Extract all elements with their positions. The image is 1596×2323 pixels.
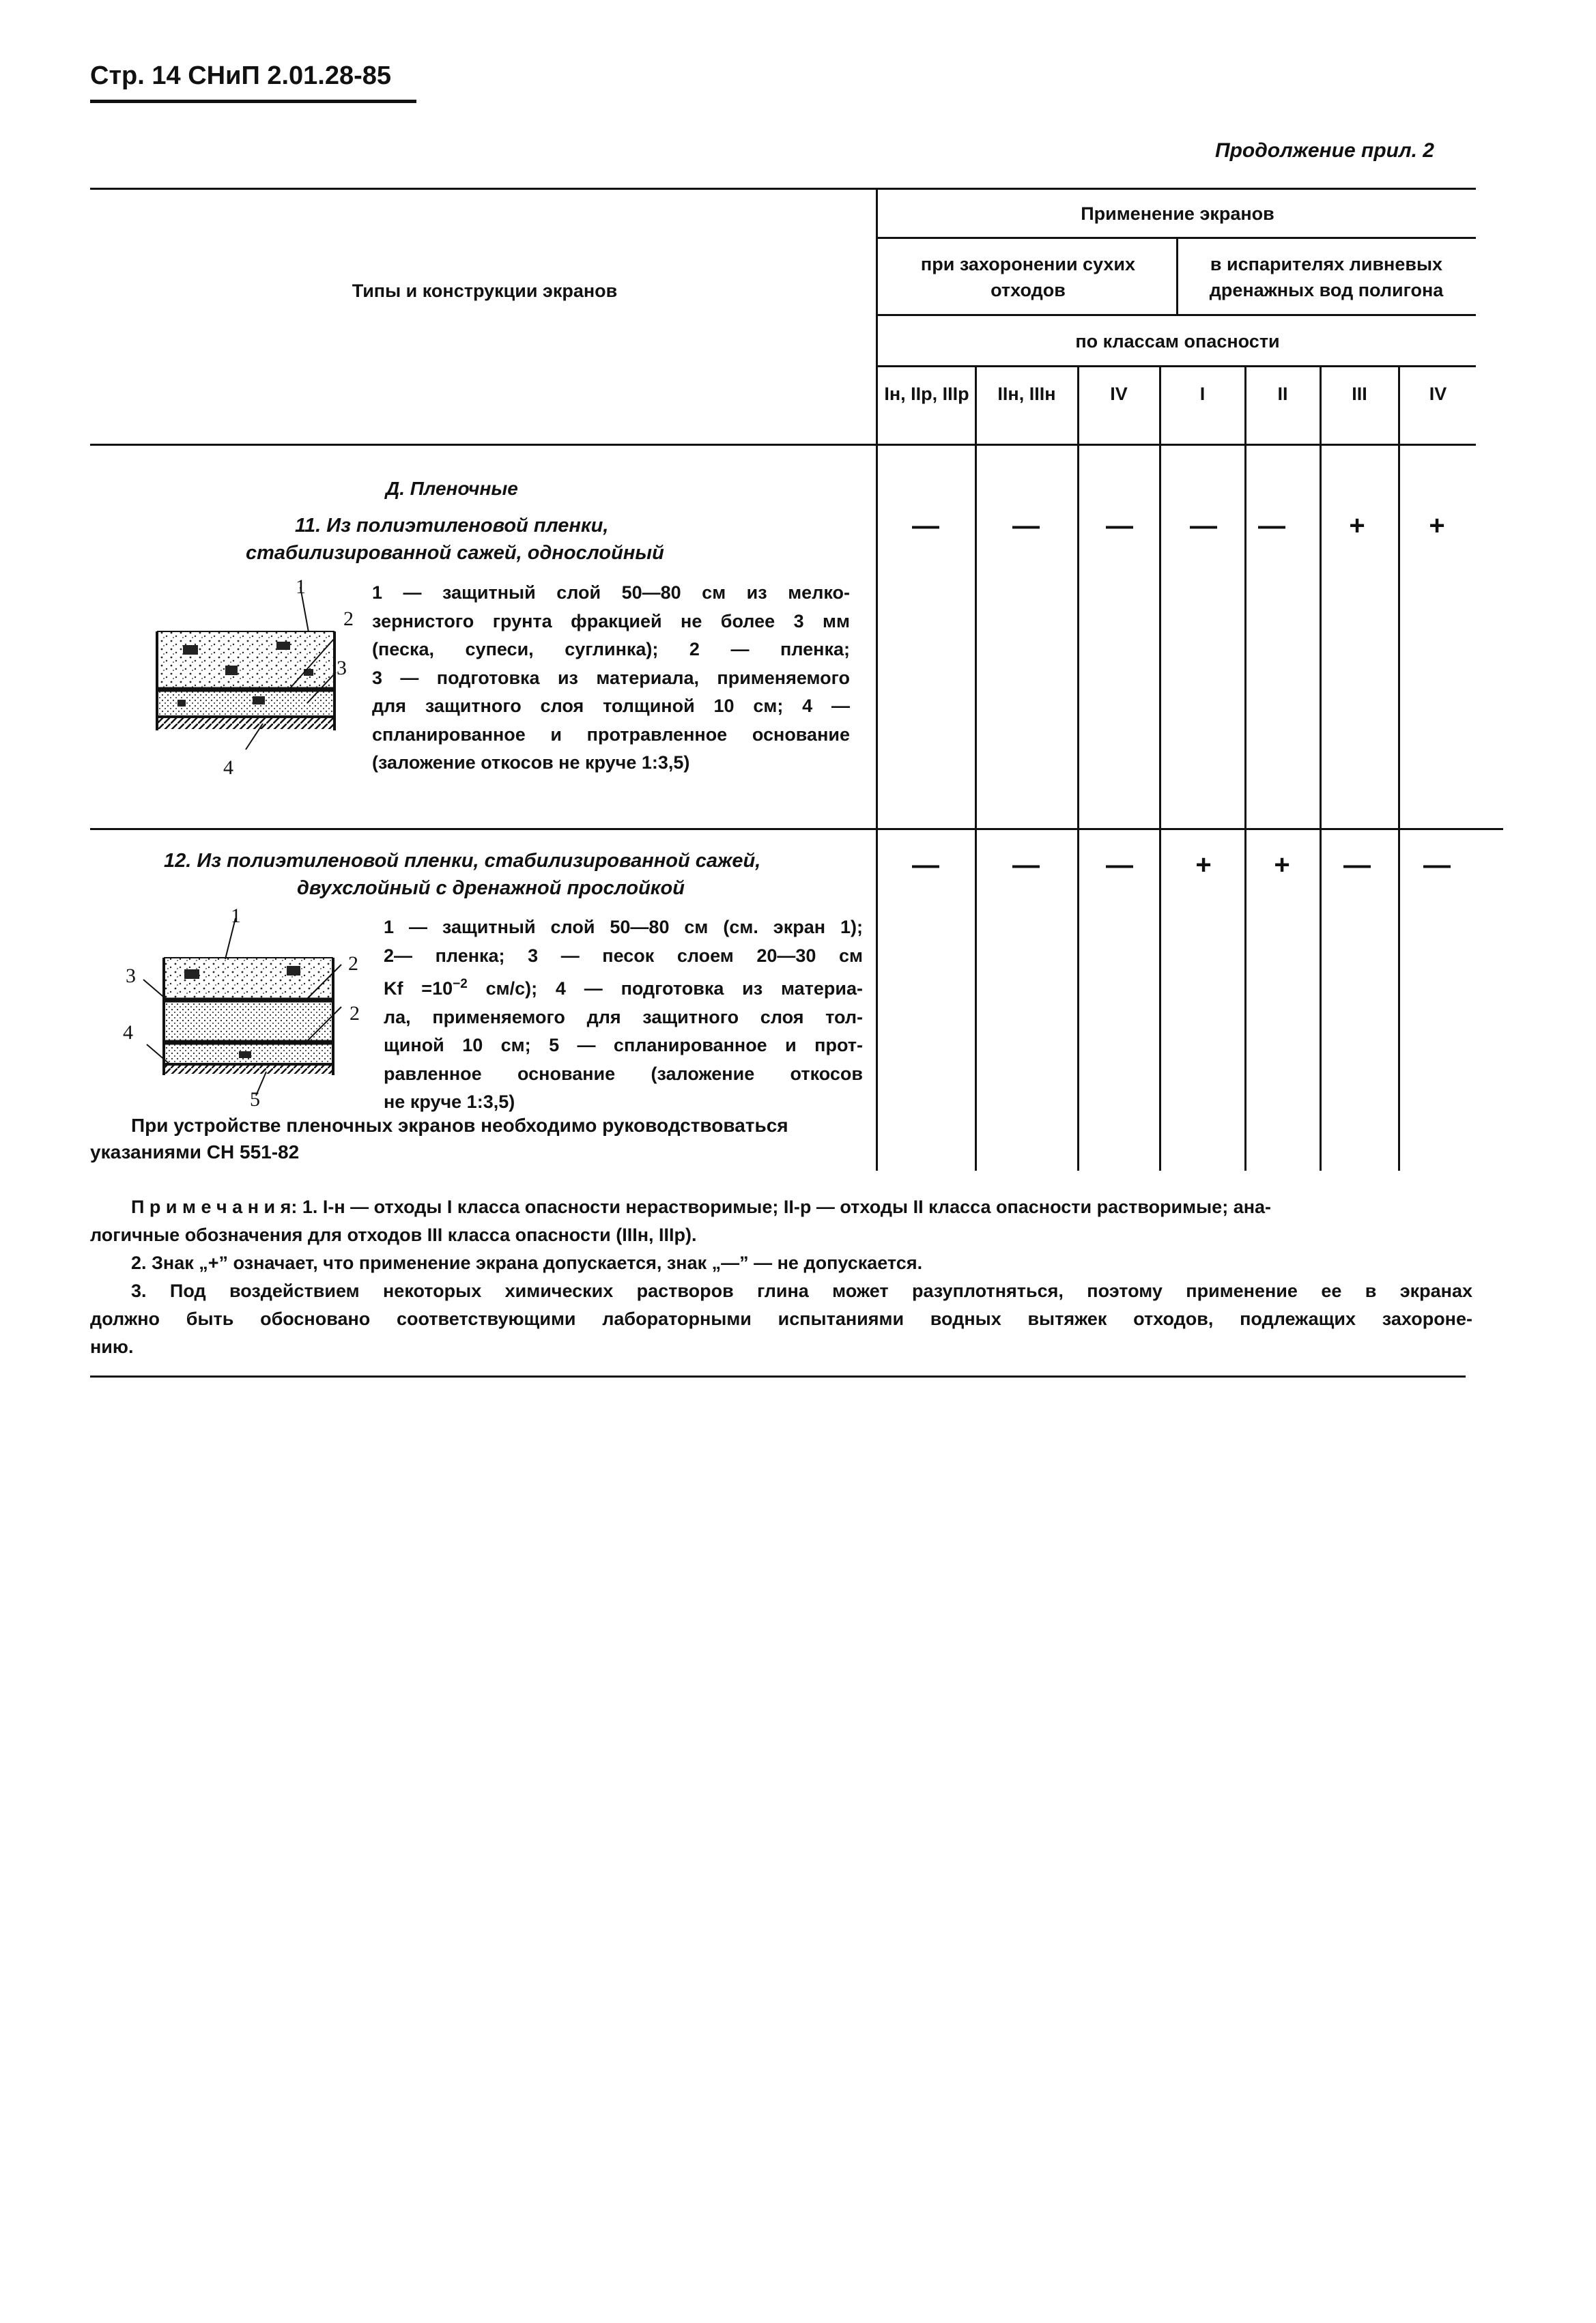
value-cell: — bbox=[1012, 511, 1040, 541]
col-classes-header: по классам опасности bbox=[1075, 331, 1280, 352]
value-cell: + bbox=[1274, 850, 1290, 880]
value-cell: — bbox=[912, 850, 939, 880]
diagram-label: 1 bbox=[231, 904, 241, 927]
diagram-label: 1 bbox=[296, 575, 306, 598]
footnote-line: указаниями СН 551-82 bbox=[90, 1141, 300, 1163]
col-application-header: Применение экранов bbox=[1081, 203, 1274, 224]
item-description: 1 — защитный слой 50—80 см (см. экран 1); 2— пленка; 3 — песок слоем 20—30 см $Kf =10^{-2}$ см/с); 4 — подготовка из материа- ла, применяемого для защитного слоя тол- щиной 10 см; 5 — спланированное и прот- равленное основание (заложение откосов не круче 1:3,5) bbox=[384, 917, 863, 1112]
notes-label: П р и м е ч а н и я: bbox=[131, 1197, 298, 1217]
value-cell: — bbox=[1106, 850, 1133, 880]
item-title-line: стабилизированной сажей, однослойный bbox=[246, 542, 664, 564]
value-cell: — bbox=[1190, 511, 1217, 541]
item-title-line: двухслойный с дренажной прослойкой bbox=[297, 877, 685, 899]
item-title-line: 12. Из полиэтиленовой пленки, стабилизированной сажей, bbox=[164, 850, 761, 872]
item-title-line: 11. Из полиэтиленовой пленки, bbox=[295, 515, 609, 537]
header-underline bbox=[90, 100, 416, 103]
class-col-2: IIн, IIIн bbox=[997, 384, 1056, 404]
value-cell: + bbox=[1429, 511, 1445, 541]
screen-12-diagram bbox=[116, 904, 375, 1123]
section-title: Д. Пленочные bbox=[386, 478, 518, 499]
footnote-line: При устройстве пленочных экранов необходимо руководствоваться bbox=[131, 1115, 788, 1136]
col-evap-header: в испарителях ливневых дренажных вод полигона bbox=[1209, 254, 1444, 300]
class-col-3: IV bbox=[1110, 384, 1128, 404]
class-col-4: I bbox=[1199, 384, 1206, 404]
notes-line: логичные обозначения для отходов III класса опасности (IIIн, IIIр). bbox=[90, 1225, 697, 1245]
diagram-label: 4 bbox=[123, 1021, 133, 1044]
class-col-6: III bbox=[1352, 384, 1367, 404]
diagram-label: 2 bbox=[348, 952, 358, 975]
class-col-1: Iн, IIр, IIIр bbox=[884, 384, 969, 404]
bottom-rule bbox=[90, 1376, 1466, 1378]
diagram-label: 3 bbox=[126, 965, 136, 987]
continuation-label: Продолжение прил. 2 bbox=[1215, 139, 1434, 162]
page-header: Стр. 14 СНиП 2.01.28-85 bbox=[90, 61, 392, 90]
col-types-header: Типы и конструкции экранов bbox=[352, 281, 618, 301]
value-cell: — bbox=[912, 511, 939, 541]
diagram-label: 3 bbox=[337, 657, 347, 679]
value-cell: + bbox=[1195, 850, 1212, 880]
diagram-label: 2 bbox=[343, 608, 354, 630]
notes-line: должно быть обосновано соответствующими лабораторными испытаниями водных вытяжек отходов, подлежащих захороне- bbox=[90, 1309, 1472, 1329]
value-cell: — bbox=[1258, 511, 1285, 541]
notes-line: 2. Знак „+” означает, что применение экрана допускается, знак „—” — не допускается. bbox=[131, 1253, 923, 1273]
notes-line: 3. Под воздействием некоторых химических растворов глина может разуплотняться, поэтому применение ее в экранах bbox=[131, 1281, 1472, 1301]
value-cell: — bbox=[1423, 850, 1451, 880]
diagram-label: 4 bbox=[223, 756, 233, 779]
value-cell: — bbox=[1012, 850, 1040, 880]
col-dry-header: при захоронении сухих отходов bbox=[920, 254, 1136, 300]
notes-line: П р и м е ч а н и я: 1. I-н — отходы I класса опасности нерастворимые; II-р — отходы II класса опасности растворимые; ана- bbox=[131, 1197, 1272, 1217]
diagram-label: 5 bbox=[250, 1088, 260, 1111]
value-cell: — bbox=[1106, 511, 1133, 541]
class-col-5: II bbox=[1277, 384, 1288, 404]
value-cell: — bbox=[1343, 850, 1371, 880]
item-description: 1 — защитный слой 50—80 см из мелко- зернистого грунта фракцией не более 3 мм (песка, супеси, суглинка); 2 — пленка; 3 — подготовка из материала, применяемого для защитного слоя толщиной 10 см; 4 — спланированное и протравленное основание (заложение откосов не круче 1:3,5) bbox=[372, 582, 850, 773]
diagram-label: 2 bbox=[350, 1002, 360, 1025]
notes-line: нию. bbox=[90, 1337, 134, 1357]
class-col-7: IV bbox=[1429, 384, 1447, 404]
value-cell: + bbox=[1349, 511, 1365, 541]
